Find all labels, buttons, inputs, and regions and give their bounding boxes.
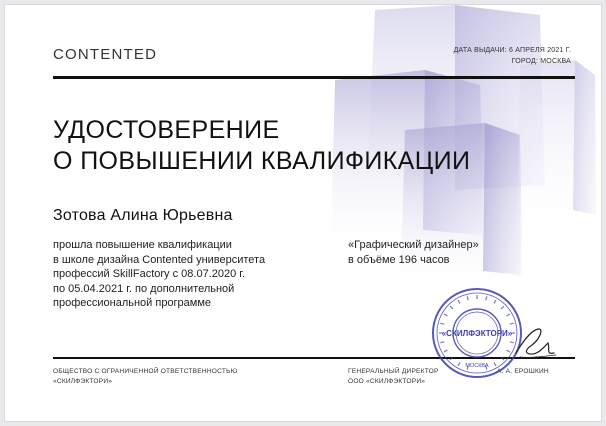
brand-logo: CONTENTED: [53, 46, 158, 63]
top-divider: [53, 76, 575, 79]
description-line: в школе дизайна Contented университета: [53, 253, 266, 266]
description-line: по 05.04.2021 г. по дополнительной: [53, 282, 235, 295]
recipient-name: Зотова Алина Юрьевна: [53, 207, 233, 224]
org-line-1: ОБЩЕСТВО С ОГРАНИЧЕННОЙ ОТВЕТСТВЕННОСТЬЮ: [53, 368, 238, 375]
course-hours: в объёме 196 часов: [348, 253, 450, 266]
director-line-1: ГЕНЕРАЛЬНЫЙ ДИРЕКТОР: [348, 368, 439, 375]
description-line: прошла повышение квалификации: [53, 239, 232, 251]
director-title: [348, 367, 439, 387]
completion-description: [53, 238, 265, 311]
certificate-title: [53, 115, 470, 177]
title-line-2: О ПОВЫШЕНИИ КВАЛИФИКАЦИИ: [53, 147, 471, 175]
issue-city: ГОРОД: МОСКВА: [511, 58, 571, 65]
director-name: А. А. ЕРОШКИН: [497, 368, 549, 375]
org-line-2: «СКИЛФЭКТОРИ»: [53, 378, 113, 385]
organization-name: [53, 367, 237, 387]
course-name: «Графический дизайнер»: [348, 239, 479, 251]
director-line-2: ООО «СКИЛФЭКТОРИ»: [348, 378, 426, 385]
certificate: [4, 4, 602, 422]
stamp-center-text: «СКИЛФЭКТОРИ»: [441, 329, 513, 338]
issue-info: [454, 45, 571, 67]
description-line: профессий SkillFactory с 08.07.2020 г.: [53, 268, 245, 280]
description-line: профессиональной программе: [53, 297, 212, 309]
director-signature: [510, 323, 560, 363]
title-line-1: УДОСТОВЕРЕНИЕ: [53, 116, 280, 144]
course-info: [348, 238, 479, 267]
stamp-city: МОСКВА: [465, 363, 489, 369]
issue-date: ДАТА ВЫДАЧИ: 6 АПРЕЛЯ 2021 Г.: [453, 47, 571, 54]
